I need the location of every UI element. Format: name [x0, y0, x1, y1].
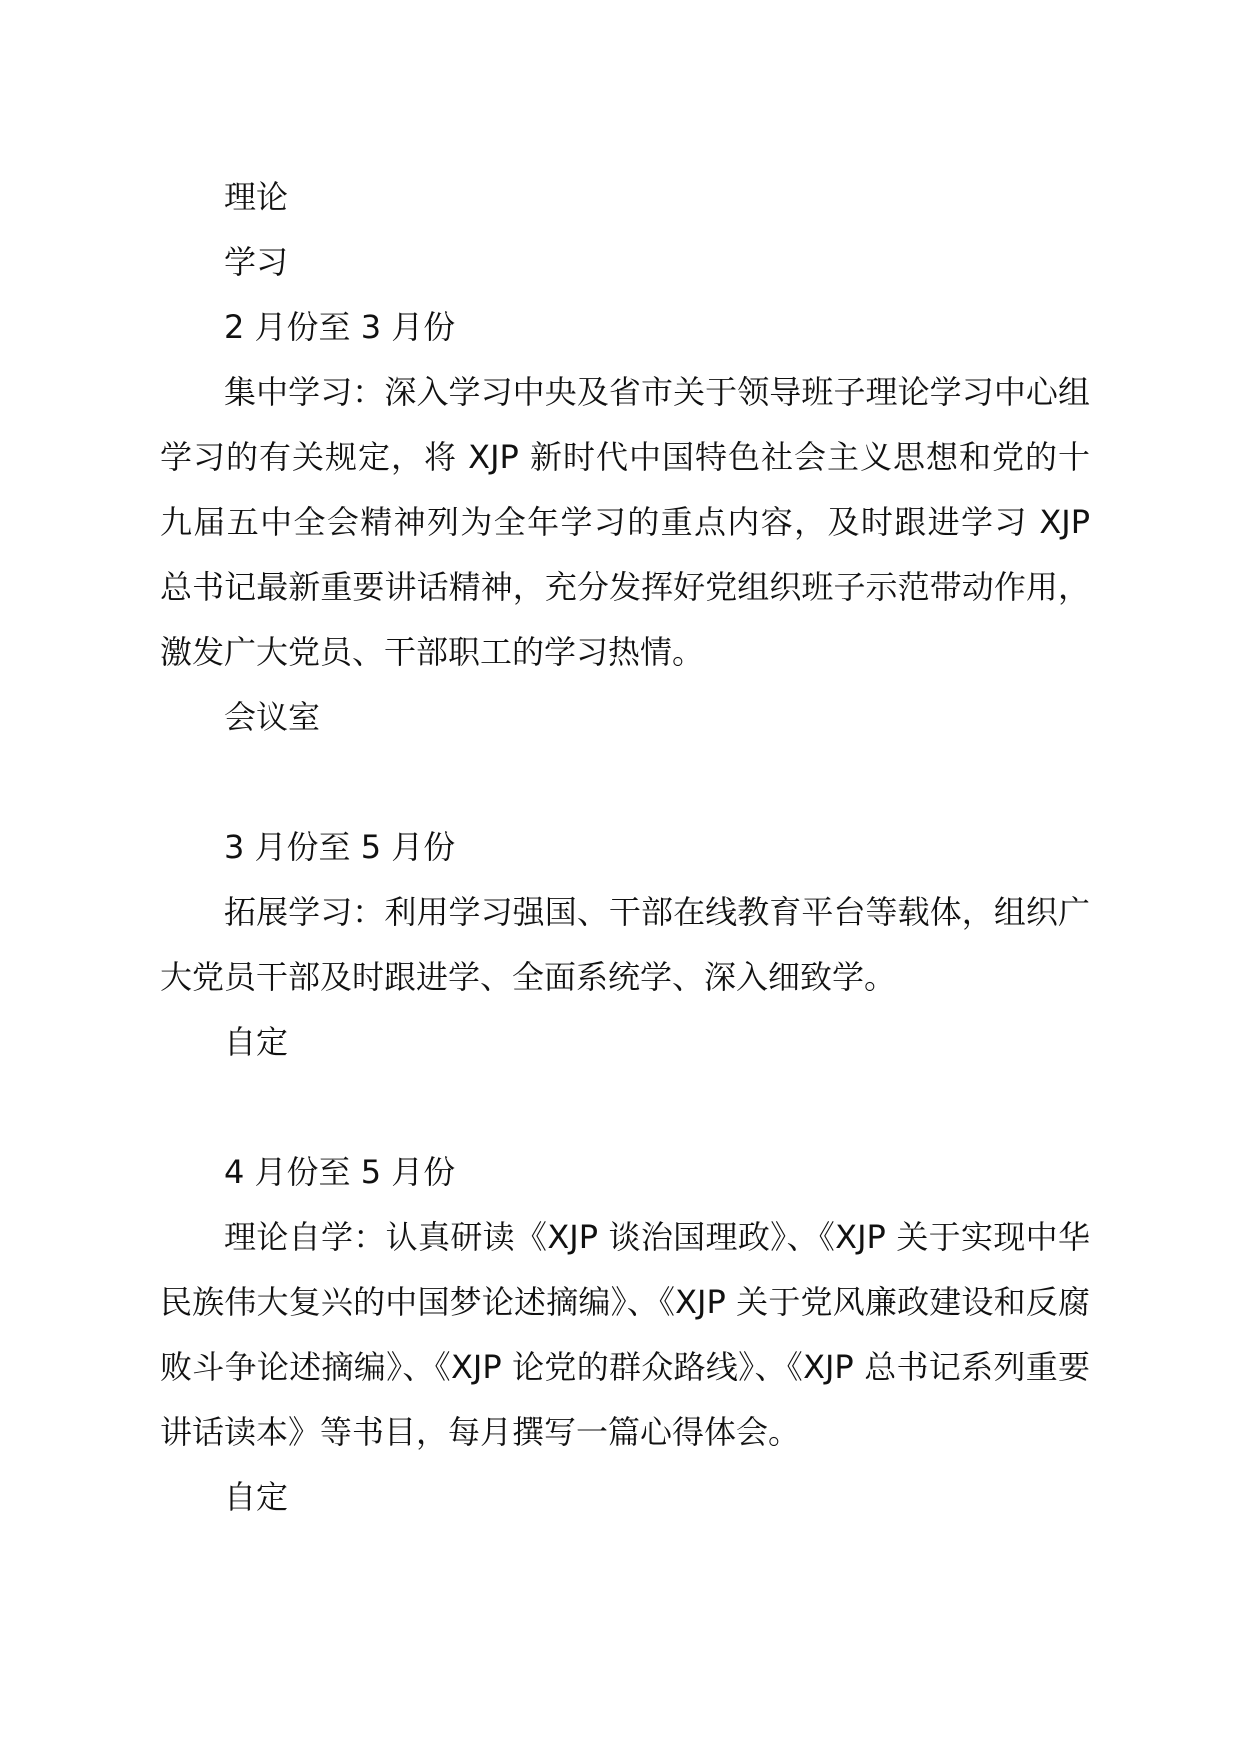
location-3: 自定 [224, 1478, 289, 1516]
location-1: 会议室 [224, 698, 321, 736]
period-3: 4 月份至 5 月份 [224, 1153, 456, 1191]
document-body [160, 165, 1090, 1530]
blank-line [160, 750, 1090, 815]
category-label: 理论 [224, 178, 289, 216]
content-1: 集中学习：深入学习中央及省市关于领导班子理论学习中心组学习的有关规定，将 XJP 新时代中国特色社会主义思想和党的十九届五中全会精神列为全年学习的重点内容，及时跟进学习 XJP 总书记最新重要讲话精神，充分发挥好党组织班子示范带动作用，激发广大党员、干部职工的学习热情。 [160, 373, 1090, 671]
period-1: 2 月份至 3 月份 [224, 308, 456, 346]
blank-line [160, 1075, 1090, 1140]
content-3: 理论自学：认真研读《XJP 谈治国理政》、《XJP 关于实现中华民族伟大复兴的中国梦论述摘编》、《XJP 关于党风廉政建设和反腐败斗争论述摘编》、《XJP 论党的群众路线》、《XJP 总书记系列重要讲话读本》等书目，每月撰写一篇心得体会。 [160, 1218, 1090, 1451]
period-2: 3 月份至 5 月份 [224, 828, 456, 866]
location-2: 自定 [224, 1023, 289, 1061]
category-sub-label: 学习 [224, 243, 289, 281]
content-2: 拓展学习：利用学习强国、干部在线教育平台等载体，组织广大党员干部及时跟进学、全面系统学、深入细致学。 [160, 893, 1090, 996]
